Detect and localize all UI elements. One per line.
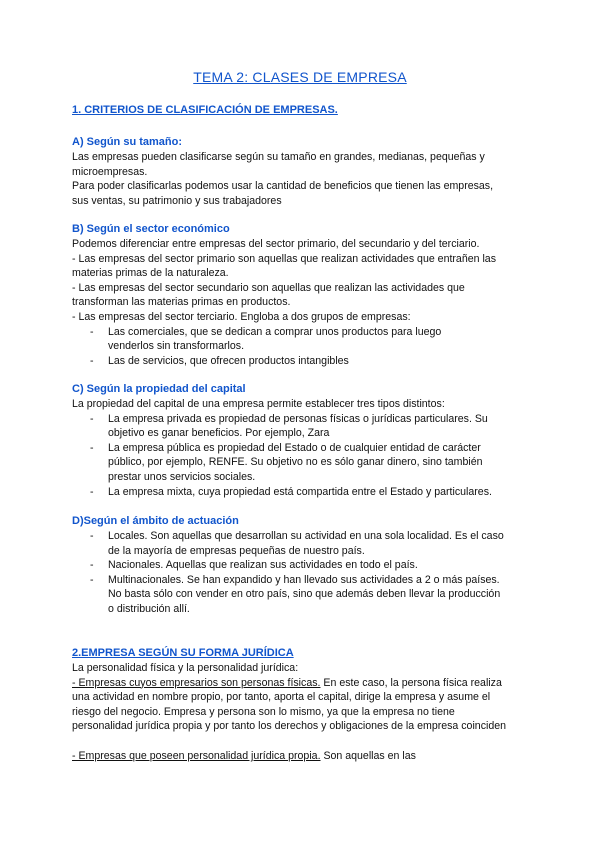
paragraph-line: - Las empresas del sector secundario son aquellas que realizan las actividades que — [72, 281, 465, 294]
list-item: - Las comerciales, que se dedican a comprar unos productos para luego venderlos sin transformarlos. — [90, 325, 442, 353]
paragraph-line: - Las empresas del sector primario son aquellas que realizan actividades que entrañen las — [72, 252, 496, 265]
paragraph-line: una actividad en nombre propio, por tanto, aporta el capital, dirige la empresa y asume el — [72, 691, 491, 704]
document-title: TEMA 2: CLASES DE EMPRESA — [193, 69, 407, 85]
paragraph-line: personalidad jurídica propia y por tanto los derechos y obligaciones de la empresa coinciden — [72, 720, 507, 733]
underlined-phrase: - Empresas cuyos empresarios son personas físicas. — [72, 676, 321, 689]
underlined-phrase: - Empresas que poseen personalidad jurídica propia. — [72, 749, 321, 762]
list-item: - La empresa privada es propiedad de personas físicas o jurídicas particulares. Su objetivo es ganar beneficios. Por ejemplo, Zara — [90, 412, 488, 440]
list-item: - Locales. Son aquellas que desarrollan su actividad en una sola localidad. Es el caso de la mayoría de empresas pequeñas de nuestro país. — [90, 530, 504, 557]
section-a-body — [72, 150, 532, 208]
paragraph-line: - Empresas cuyos empresarios son personas físicas. En este caso, la persona física realiza — [72, 676, 502, 689]
paragraph-line: La propiedad del capital de una empresa permite establecer tres tipos distintos: — [72, 398, 445, 410]
section-b-heading: B) Según el sector económico — [72, 223, 230, 235]
paragraph-line: riesgo del negocio. Empresa y persona son lo mismo, ya que la empresa no tiene — [72, 705, 455, 718]
paragraph-line: materias primas de la naturaleza. — [72, 267, 229, 280]
section2-body — [72, 661, 532, 764]
section-b-body — [72, 237, 532, 368]
list-item: - Multinacionales. Se han expandido y han llevado sus actividades a 2 o más países. No basta sólo con vender en otro país, sino que además deben llevar la producción o distribución allí. — [90, 573, 501, 615]
list-item: - Las de servicios, que ofrecen productos intangibles — [90, 354, 349, 367]
paragraph-line: La personalidad física y la personalidad jurídica: — [72, 662, 299, 674]
section-d-heading: D)Según el ámbito de actuación — [72, 515, 239, 527]
paragraph-line: Para poder clasificarlas podemos usar la cantidad de beneficios que tienen las empresas, — [72, 180, 494, 193]
paragraph-line: - Las empresas del sector terciario. Engloba a dos grupos de empresas: — [72, 310, 411, 323]
section1-heading: 1. CRITERIOS DE CLASIFICACIÓN DE EMPRESAS. — [72, 104, 338, 116]
section-c-heading: C) Según la propiedad del capital — [72, 383, 246, 395]
paragraph-line: sus ventas, su patrimonio y sus trabajadores — [72, 194, 282, 207]
section-c-list — [72, 412, 532, 500]
list-item: - La empresa pública es propiedad del Estado o de cualquier entidad de carácter público, por ejemplo, RENFE. Su objetivo no es sólo ganar dinero, sino también prestar unos servicios sociales. — [90, 441, 483, 483]
paragraph-line: Las empresas pueden clasificarse según su tamaño en grandes, medianas, pequeñas y — [72, 151, 485, 163]
paragraph-line: - Empresas que poseen personalidad jurídica propia. Son aquellas en las — [72, 749, 416, 762]
section-d-body — [72, 529, 532, 617]
section2-heading: 2.EMPRESA SEGÚN SU FORMA JURÍDICA — [72, 647, 294, 659]
section-b-list — [72, 325, 532, 369]
list-item: - Nacionales. Aquellas que realizan sus actividades en todo el país. — [90, 559, 418, 572]
section-a-heading: A) Según su tamaño: — [72, 136, 183, 148]
paragraph-line: microempresas. — [72, 165, 148, 178]
paragraph-line: transforman las materias primas en productos. — [72, 296, 291, 309]
section-d-list — [72, 529, 532, 617]
section-c-body — [72, 397, 532, 499]
paragraph-line: Podemos diferenciar entre empresas del sector primario, del secundario y del terciario. — [72, 238, 480, 250]
list-item: - La empresa mixta, cuya propiedad está compartida entre el Estado y particulares. — [90, 485, 492, 498]
